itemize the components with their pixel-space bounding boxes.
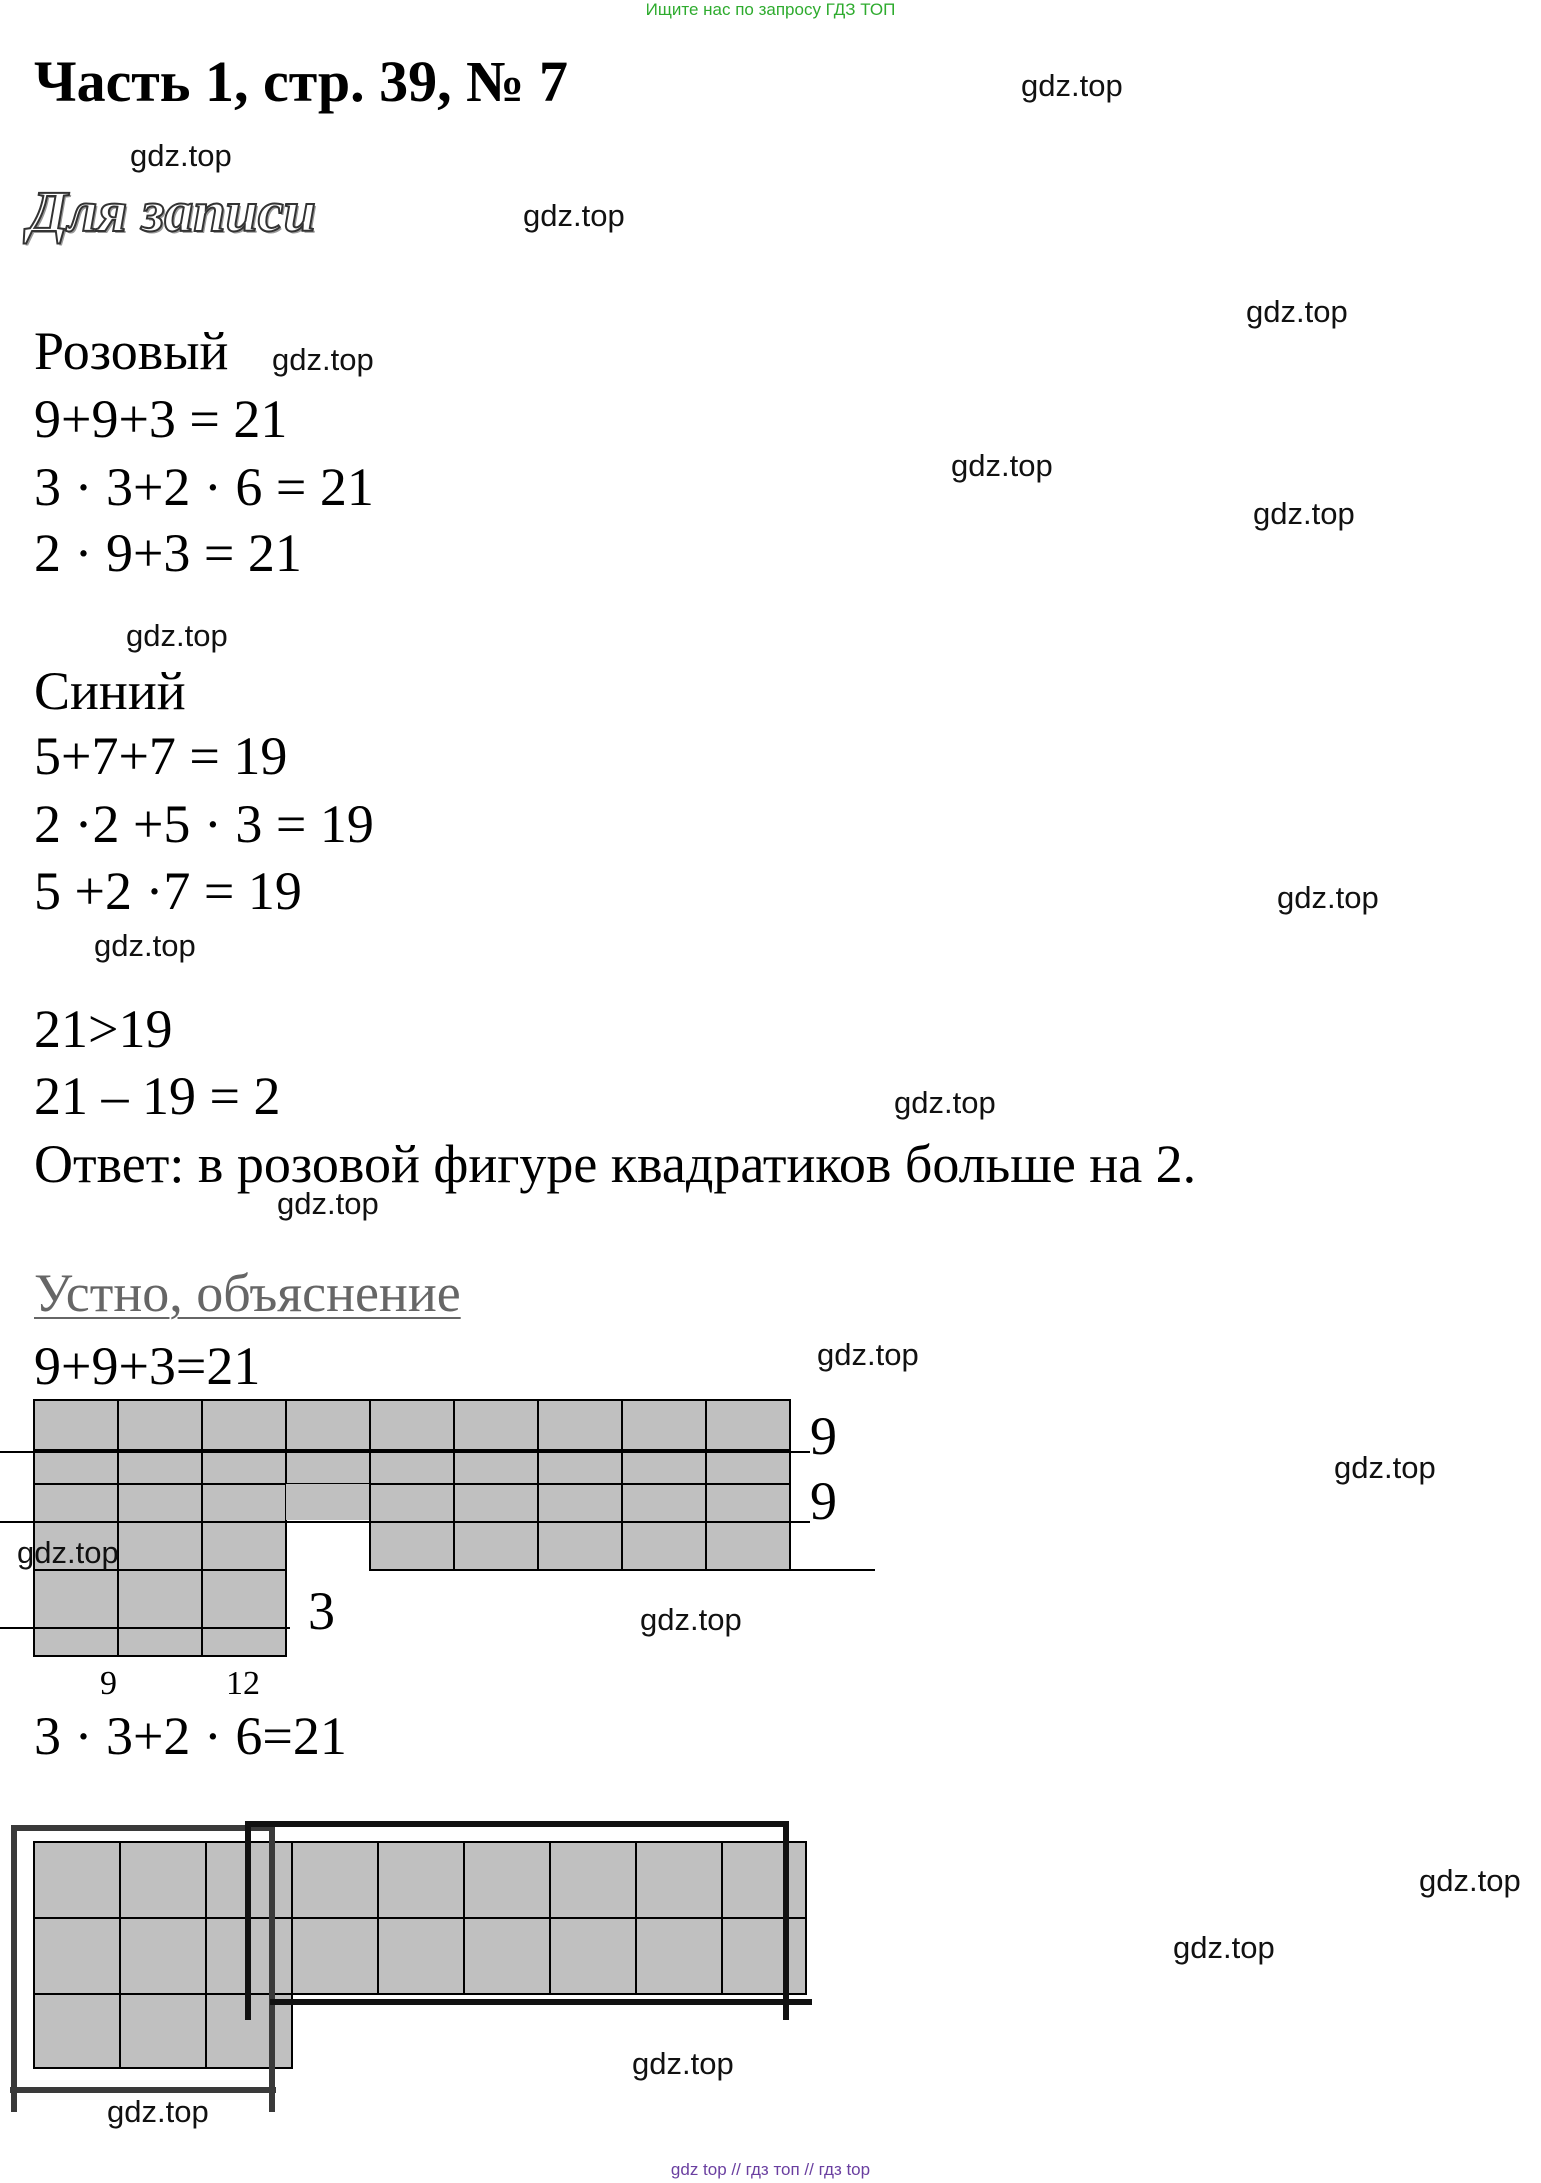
blue-equation-1: 5+7+7 = 19	[34, 726, 288, 786]
footer-links: gdz top // гдз топ // гдз top	[670, 2160, 871, 2179]
watermark: gdz.top	[1021, 68, 1123, 103]
diagram-label-9b: 9	[810, 1471, 837, 1531]
tick-label-12: 12	[226, 1665, 260, 1702]
blue-equation-2: 2 ·2 +5 · 3 = 19	[34, 794, 374, 854]
tick-label-9: 9	[100, 1665, 117, 1702]
pink-equation-2: 3 · 3+2 · 6 = 21	[34, 457, 374, 517]
pink-heading: Розовый	[34, 321, 229, 381]
watermark: gdz.top	[94, 928, 196, 963]
diagram-label-3: 3	[308, 1581, 335, 1641]
watermark: gdz.top	[126, 618, 228, 653]
watermark: gdz.top	[894, 1085, 996, 1120]
watermark: gdz.top	[130, 138, 232, 173]
watermark: gdz.top	[640, 1602, 742, 1637]
oral-equation-a: 9+9+3=21	[34, 1336, 261, 1396]
comparison-line: 21>19	[34, 999, 173, 1059]
watermark: gdz.top	[1277, 880, 1379, 915]
diagram-3x3-2x6	[0, 1820, 900, 2120]
watermark: gdz.top	[1173, 1930, 1275, 1965]
blue-equation-3: 5 +2 ·7 = 19	[34, 861, 302, 921]
answer-line: Ответ: в розовой фигуре квадратиков больше на 2.	[34, 1134, 1197, 1194]
page-title: Часть 1, стр. 39, № 7	[34, 49, 568, 114]
watermark: gdz.top	[632, 2046, 734, 2081]
pink-equation-3: 2 · 9+3 = 21	[34, 523, 302, 583]
watermark: gdz.top	[1419, 1863, 1521, 1898]
watermark: gdz.top	[1246, 294, 1348, 329]
pink-equation-1: 9+9+3 = 21	[34, 389, 288, 449]
watermark: gdz.top	[1253, 496, 1355, 531]
watermark: gdz.top	[17, 1535, 119, 1570]
watermark: gdz.top	[107, 2094, 209, 2129]
watermark: gdz.top	[272, 342, 374, 377]
oral-heading: Устно, объяснение	[34, 1263, 461, 1323]
difference-line: 21 – 19 = 2	[34, 1066, 281, 1126]
diagram-label-9a: 9	[810, 1406, 837, 1466]
section-subtitle: Для записи	[28, 179, 316, 244]
watermark: gdz.top	[817, 1337, 919, 1372]
watermark: gdz.top	[523, 198, 625, 233]
watermark: gdz.top	[1334, 1450, 1436, 1485]
diagram-9-9-3	[0, 1390, 900, 1680]
watermark: gdz.top	[277, 1186, 379, 1221]
oral-equation-b: 3 · 3+2 · 6=21	[34, 1706, 347, 1766]
watermark: gdz.top	[951, 448, 1053, 483]
top-banner: Ищите нас по запросу ГДЗ ТОП	[645, 0, 896, 19]
blue-heading: Синий	[34, 661, 186, 721]
